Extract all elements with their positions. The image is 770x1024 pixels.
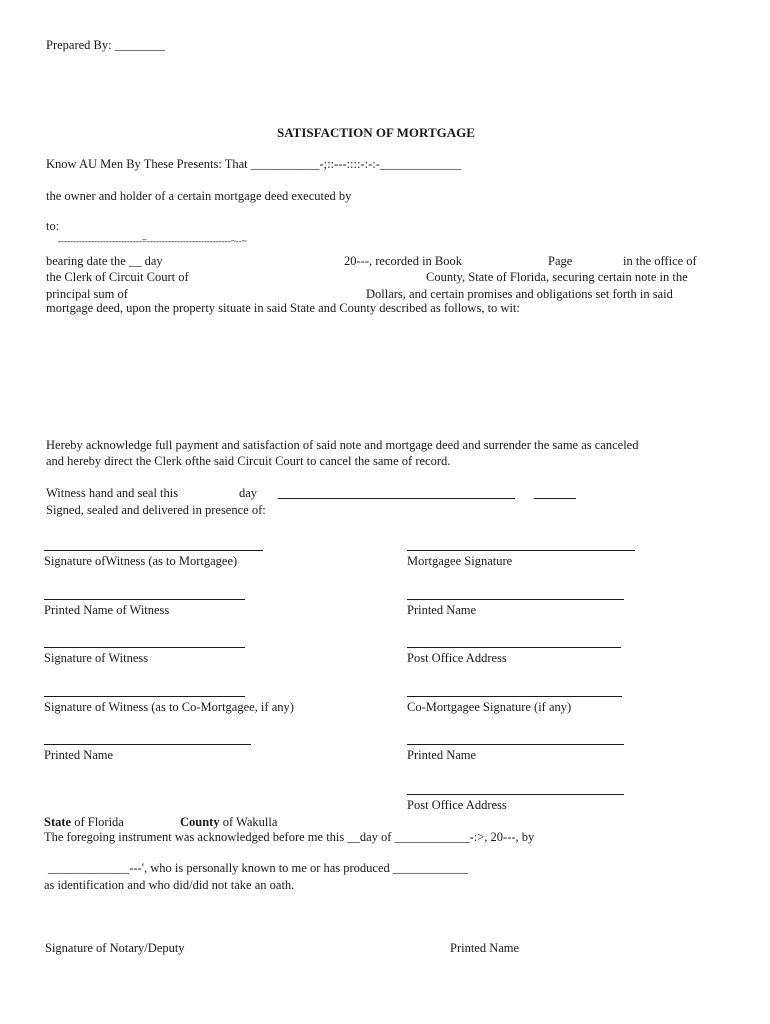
acknowledge-line-2: and hereby direct the Clerk ofthe said Circuit Court to cancel the same of record. [46, 454, 451, 468]
to-label: to: [46, 219, 60, 233]
post-office-address-line[interactable] [407, 647, 621, 648]
county-line [180, 815, 277, 831]
mortgagee-signature-line[interactable] [407, 550, 635, 551]
personally-known: _____________---', who is personally known to me or has produced ____________ [48, 861, 468, 875]
mortgagee-signature: Mortgagee Signature [407, 554, 513, 568]
co-printed-name-line[interactable] [407, 744, 624, 745]
printed-name-witness-line[interactable] [44, 599, 245, 600]
mortgage-deed-line: mortgage deed, upon the property situate in said State and County described as follows, to wit: [46, 301, 520, 315]
printed-name-right: Printed Name [407, 603, 477, 617]
co-mortgagee-signature: Co-Mortgagee Signature (if any) [407, 700, 572, 714]
prepared-by: Prepared By: ________ [46, 38, 165, 52]
state-value: of Florida [74, 815, 124, 829]
state-line [44, 815, 124, 831]
page-label: Page [548, 254, 573, 268]
bearing-date: bearing date the __ day [46, 254, 163, 268]
witness-mortgagee-signature-line[interactable] [44, 550, 263, 551]
county-state-florida: County, State of Florida, securing certain note in the [426, 270, 688, 284]
sig-witness-co-mortgagee: Signature of Witness (as to Co-Mortgagee, if any) [44, 700, 294, 714]
dash-line: ----------------------------=----------------------------~--~ [58, 236, 247, 246]
recorded-in-book: 20---, recorded in Book [344, 254, 463, 268]
owner-holder-line: the owner and holder of a certain mortgage deed executed by [46, 189, 352, 203]
witness-year-line[interactable] [534, 498, 576, 499]
acknowledge-line-1: Hereby acknowledge full payment and satisfaction of said note and mortgage deed and surrender the same as canceled [46, 438, 639, 452]
county-value: of Wakulla [222, 815, 278, 829]
signature-notary-deputy: Signature of Notary/Deputy [45, 941, 185, 955]
identification-oath: as identification and who did/did not take an oath. [44, 878, 295, 892]
printed-name-left: Printed Name [44, 748, 114, 762]
signature-witness-line[interactable] [44, 647, 245, 648]
co-post-office-address-line[interactable] [407, 794, 624, 795]
dollars-promises: Dollars, and certain promises and obligations set forth in said [366, 287, 673, 301]
witness-co-mortgagee-line[interactable] [44, 696, 245, 697]
co-post-office-address: Post Office Address [407, 798, 507, 812]
signature-witness: Signature of Witness [44, 651, 149, 665]
printed-name-witness: Printed Name of Witness [44, 603, 170, 617]
county-label: County [180, 815, 220, 829]
post-office-address: Post Office Address [407, 651, 507, 665]
co-mortgagee-signature-line[interactable] [407, 696, 622, 697]
witness-date-line[interactable] [278, 498, 515, 499]
notary-printed-name: Printed Name [450, 941, 520, 955]
know-all-men-line: Know AU Men By These Presents: That ___________-;::---::::-:-:-_____________ [46, 157, 462, 171]
foregoing-instrument: The foregoing instrument was acknowledged before me this __day of ____________-:>, 20---, by [44, 830, 535, 844]
printed-name-right-line[interactable] [407, 599, 624, 600]
signed-sealed: Signed, sealed and delivered in presence of: [46, 503, 266, 517]
printed-name-left-line[interactable] [44, 744, 251, 745]
document-title: SATISFACTION OF MORTGAGE [277, 125, 475, 140]
witness-hand-seal: Witness hand and seal this [46, 486, 179, 500]
witness-day-label: day [239, 486, 258, 500]
co-printed-name: Printed Name [407, 748, 477, 762]
sig-witness-mortgagee: Signature ofWitness (as to Mortgagee) [44, 554, 238, 568]
in-office-of: in the office of [623, 254, 697, 268]
principal-sum: principal sum of [46, 287, 128, 301]
clerk-of-court: the Clerk of Circuit Court of [46, 270, 189, 284]
state-label: State [44, 815, 72, 829]
